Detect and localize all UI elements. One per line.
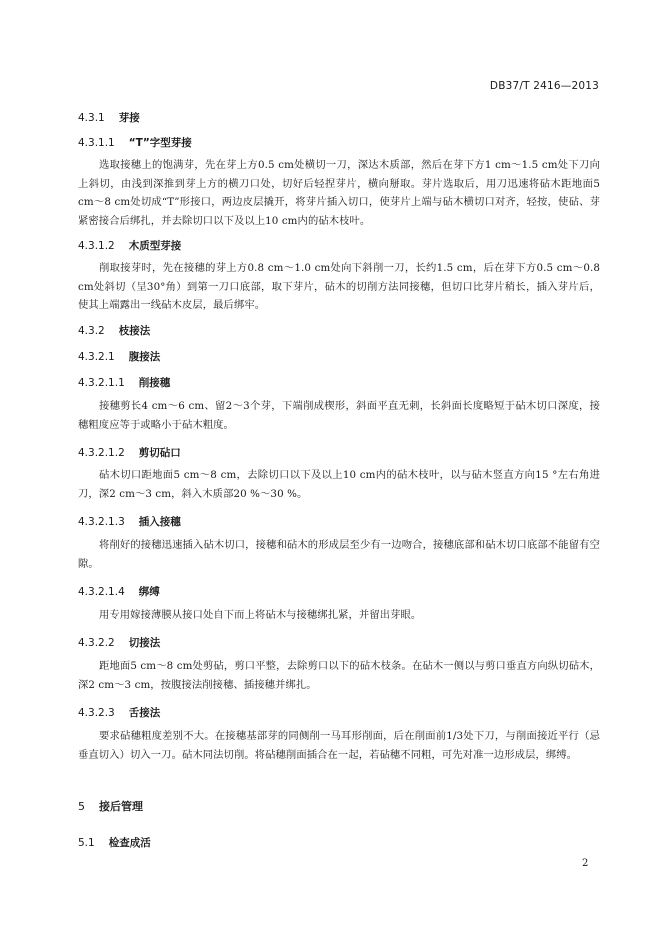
heading-4-3-1 (78, 111, 600, 125)
section-title: 削接穗 (138, 377, 171, 389)
heading-4-3-2-1 (78, 350, 600, 364)
paragraph-insert-scion: 将削好的接穗迅速插入砧木切口，接穗和砧木的形成层至少有一边吻合，接穗底部和砧木切口底部不能留有空隙。 (78, 539, 600, 570)
section-number: 5 (78, 800, 85, 813)
heading-4-3-2-1-2 (78, 446, 600, 460)
heading-4-3-2-2 (78, 636, 600, 650)
section-number: 4.3.2.2 (78, 637, 115, 649)
page-number: 2 (582, 858, 589, 869)
section-number: 4.3.2.1.1 (78, 377, 125, 389)
section-title: 芽接 (118, 112, 140, 124)
paragraph-tongue-grafting: 要求砧穗粗度差别不大。在接穗基部芽的同侧削一马耳形削面，后在削面前1/3处下刀，与削面接近平行（忌垂直切入）切入一刀。砧木同法切削。将砧穗削面插合在一起，若砧穗不同粗，可先对准一边形成层，绑缚。 (78, 730, 600, 761)
heading-5 (78, 800, 600, 814)
heading-4-3-2-3 (78, 706, 600, 720)
heading-4-3-1-1 (78, 136, 600, 150)
paragraph-binding: 用专用嫁接薄膜从接口处自下而上将砧木与接穗绑扎紧，并留出芽眼。 (99, 609, 422, 621)
section-title: 舌接法 (128, 707, 161, 719)
section-title: 接后管理 (99, 800, 143, 813)
section-title: 切接法 (128, 637, 161, 649)
section-number: 4.3.1.2 (78, 240, 115, 252)
heading-5-1 (78, 836, 600, 850)
paragraph-t-bud-grafting: 选取接穗上的饱满芽，先在芽上方0.5 cm处横切一刀，深达木质部，然后在芽下方1 cm～1.5 cm处下刀向上斜切，由浅到深推到芽上方的横刀口处，切好后轻捏芽片，横向掰取。芽片选取后，用刀迅速将砧木距地面5 cm～8 cm处切成“T”形接口，两边皮层撬开，将芽片插入切口，使芽片上端与砧木横切口对齐，轻按，使砧、芽紧密接合后绑扎，并去除切口以下及以上10 cm内的砧木枝叶。 (78, 159, 600, 227)
section-title: 绑缚 (138, 586, 160, 598)
paragraph-cut-scion: 接穗剪长4 cm～6 cm、留2～3个芽，下端削成楔形，斜面平直无刺，长斜面长度略短于砧木切口深度，接穗粗度应等于或略小于砧木粗度。 (78, 400, 600, 431)
paragraph-chip-bud-grafting: 削取接芽时，先在接穗的芽上方0.8 cm～1.0 cm处向下斜削一刀，长约1.5 cm，后在芽下方0.5 cm～0.8 cm处斜切（呈30°角）到第一刀口底部，取下芽片，砧木的切削方法同接穗，但切口比芽片稍长，插入芽片后，使其上端露出一线砧木皮层，最后绑牢。 (78, 262, 600, 311)
heading-4-3-2-1-3 (78, 515, 600, 529)
standard-number: DB37/T 2416—2013 (489, 80, 599, 92)
section-number: 4.3.1.1 (78, 137, 115, 149)
section-title: 插入接穗 (138, 516, 181, 528)
heading-4-3-2 (78, 324, 600, 338)
heading-4-3-2-1-4 (78, 585, 600, 599)
paragraph-cleft-grafting: 距地面5 cm～8 cm处剪砧，剪口平整，去除剪口以下的砧木枝条。在砧木一侧以与剪口垂直方向纵切砧木，深2 cm～3 cm，按腹接法削接穗、插接穗并绑扎。 (78, 660, 600, 691)
section-number: 4.3.2.1.2 (78, 447, 125, 459)
section-title: 枝接法 (118, 325, 151, 337)
paragraph-cut-rootstock: 砧木切口距地面5 cm～8 cm，去除切口以下及以上10 cm内的砧木枝叶，以与砧木竖直方向15 °左右角进刀，深2 cm～3 cm，斜入木质部20 %～30 %。 (78, 469, 600, 500)
heading-4-3-1-2 (78, 239, 600, 253)
section-number: 4.3.2.1.3 (78, 516, 125, 528)
section-title: 剪切砧口 (138, 447, 181, 459)
section-title: 检查成活 (108, 837, 151, 849)
heading-4-3-2-1-1 (78, 376, 600, 390)
section-title: 腹接法 (128, 351, 161, 363)
section-number: 4.3.2.3 (78, 707, 115, 719)
section-title: “T”字型芽接 (128, 137, 192, 149)
section-number: 5.1 (78, 837, 95, 849)
section-number: 4.3.2 (78, 325, 105, 337)
section-title: 木质型芽接 (128, 240, 182, 252)
section-number: 4.3.1 (78, 112, 105, 124)
section-number: 4.3.2.1 (78, 351, 115, 363)
section-number: 4.3.2.1.4 (78, 586, 125, 598)
